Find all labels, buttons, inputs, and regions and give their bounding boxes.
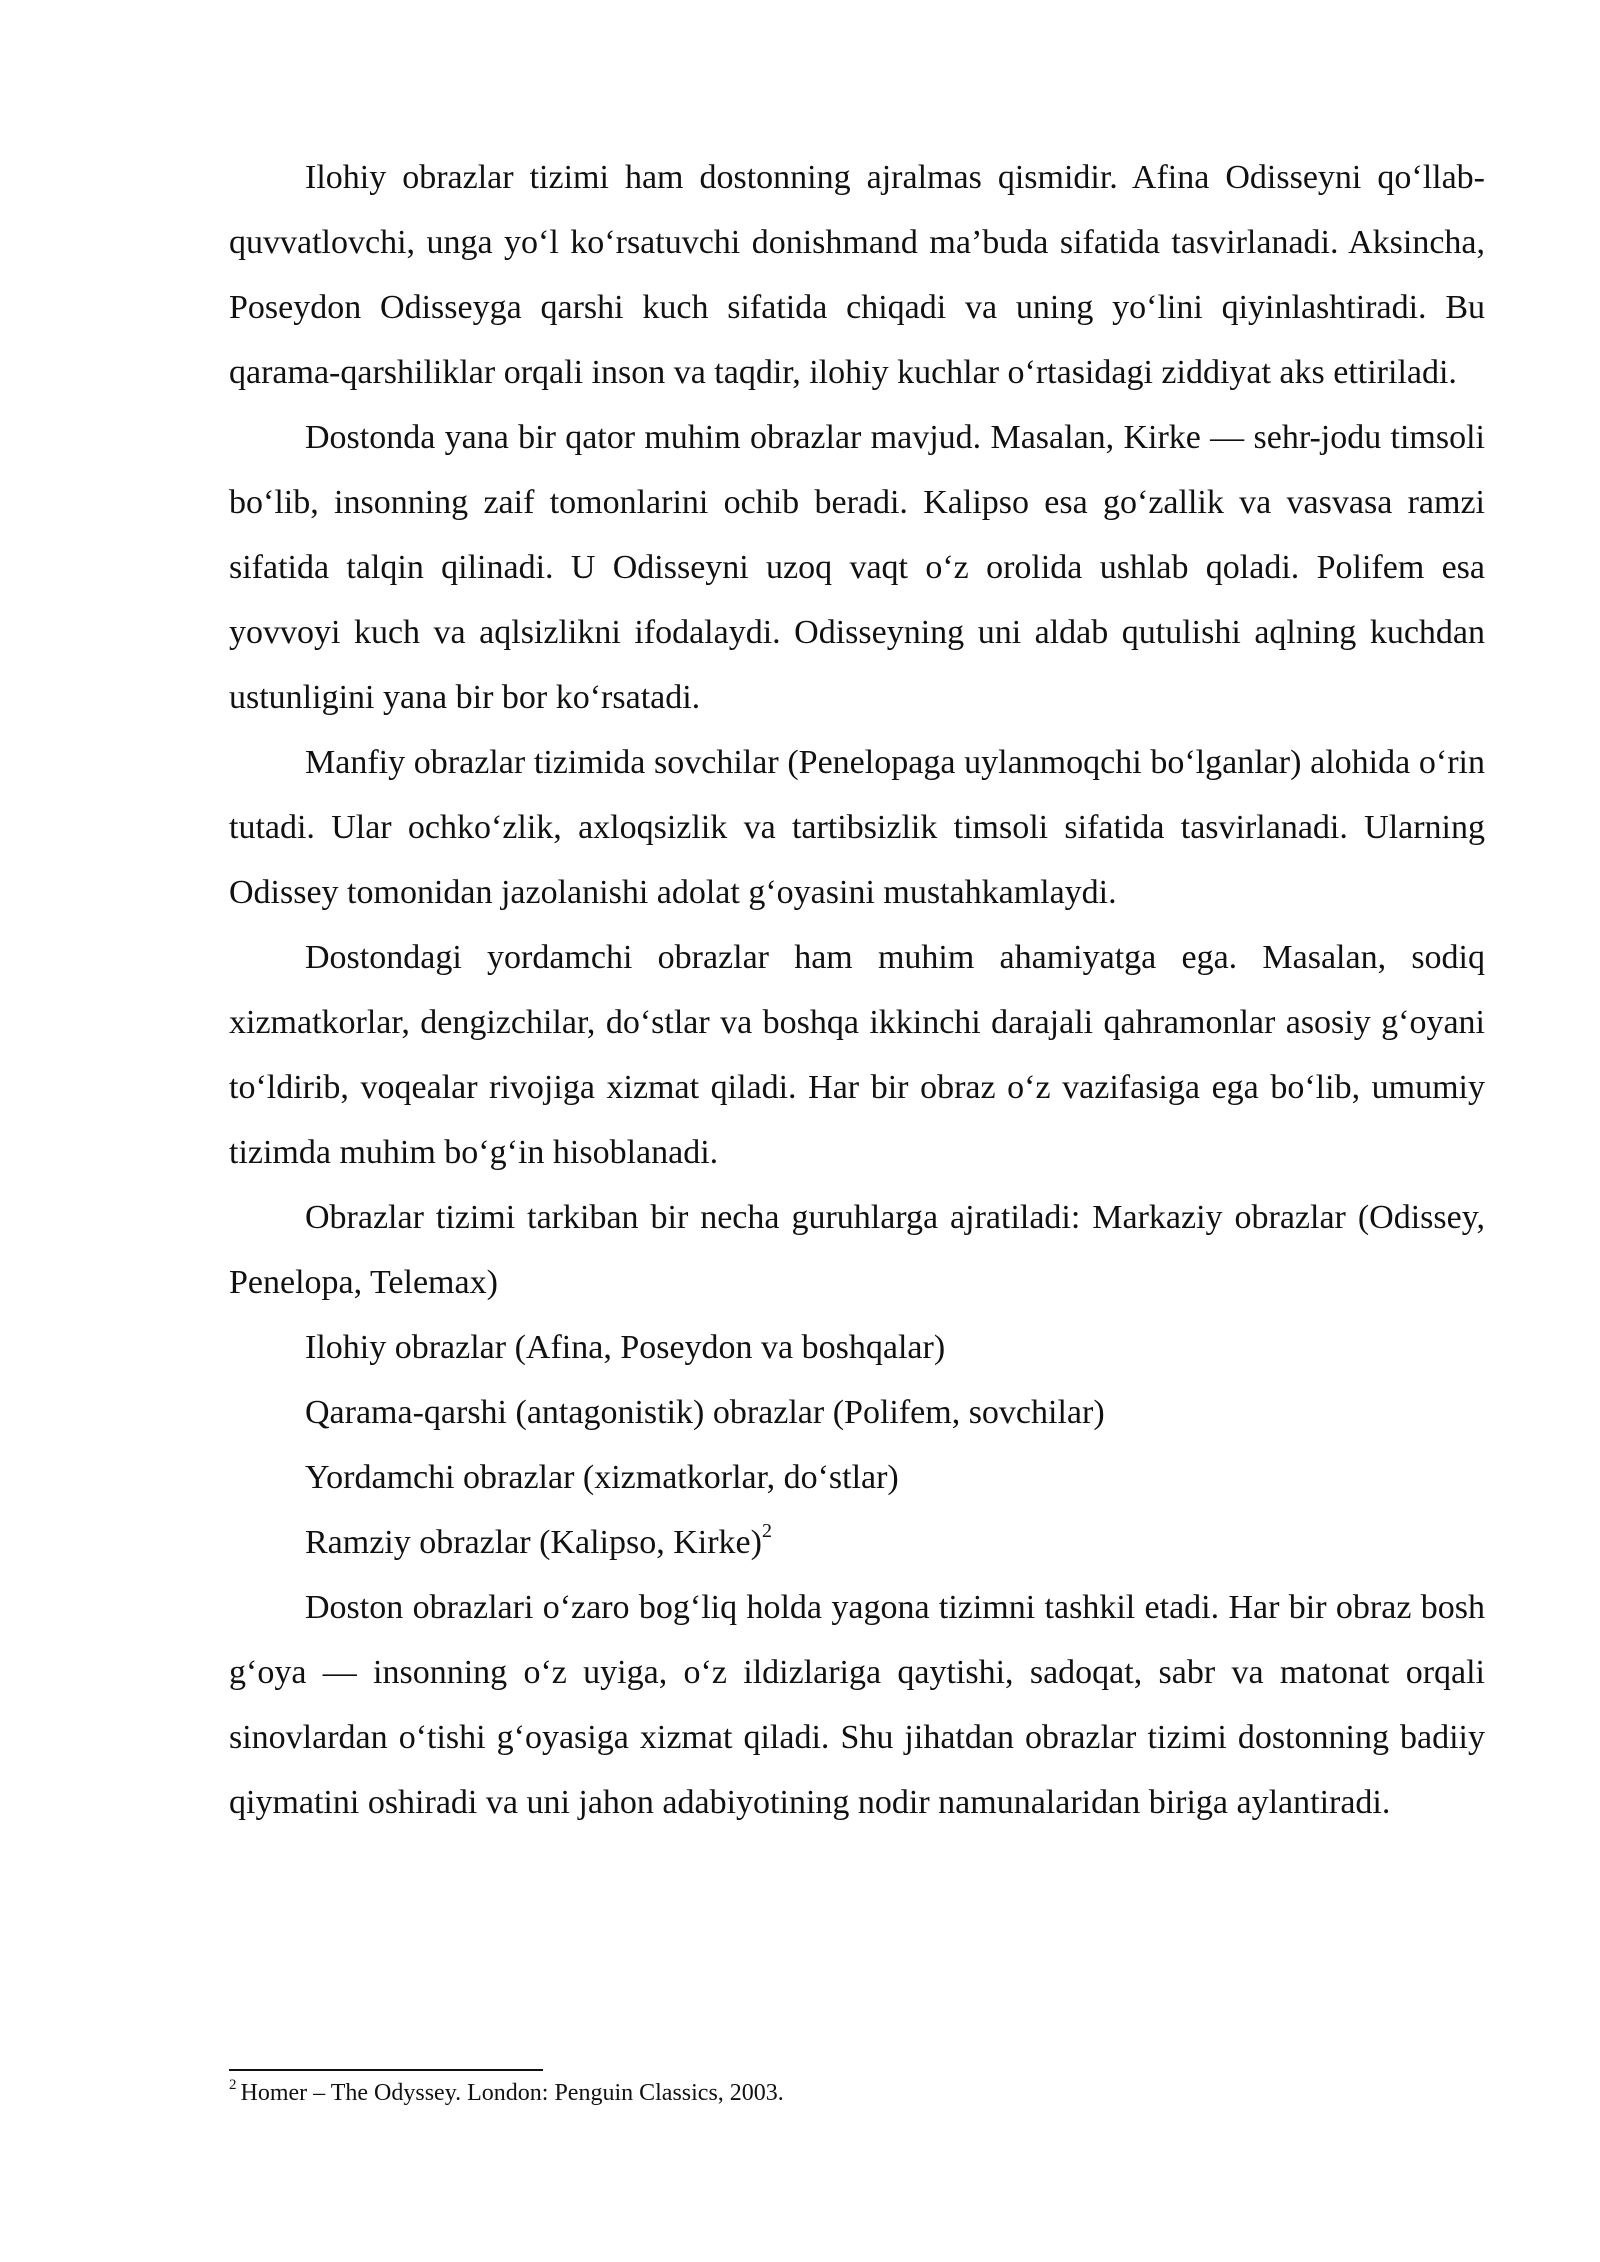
paragraph-helper-characters: Dostondagi yordamchi obrazlar ham muhim ahamiyatga ega. Masalan, sodiq xizmatkorlar, dengizchilar, do‘stlar va boshqa ikkinchi darajali qahramonlar asosiy g‘oyani to‘ldirib, voqealar rivojiga xizmat qiladi. Har bir obraz o‘z vazifasiga ega bo‘lib, umumiy tizimda muhim bo‘g‘in hisoblanadi.	[229, 939, 1485, 1171]
paragraph-conclusion: Doston obrazlari o‘zaro bog‘liq holda yagona tizimni tashkil etadi. Har bir obraz bosh g‘oya — insonning o‘z uyiga, o‘z ildizlariga qaytishi, sadoqat, sabr va matonat orqali sinovlardan o‘tishi g‘oyasiga xizmat qiladi. Shu jihatdan obrazlar tizimi dostonning badiiy qiymatini oshiradi va uni jahon adabiyotining nodir namunalaridan biriga aylantiradi.	[229, 1589, 1485, 1821]
paragraph-divine-characters: Ilohiy obrazlar tizimi ham dostonning ajralmas qismidir. Afina Odisseyni qo‘llab-quvvatlovchi, unga yo‘l ko‘rsatuvchi donishmand ma’buda sifatida tasvirlanadi. Aksincha, Poseydon Odisseyga qarshi kuch sifatida chiqadi va uning yo‘lini qiyinlashtiradi. Bu qarama-qarshiliklar orqali inson va taqdir, ilohiy kuchlar o‘rtasidagi ziddiyat aks ettiriladi.	[229, 159, 1485, 391]
footnote-separator	[229, 2069, 543, 2071]
list-item-symbolic-text: Ramziy obrazlar (Kalipso, Kirke)	[305, 1524, 762, 1561]
paragraph-groups-intro: Obrazlar tizimi tarkiban bir necha guruhlarga ajratiladi: Markaziy obrazlar (Odissey, Penelopa, Telemax)	[229, 1199, 1485, 1301]
list-item-divine: Ilohiy obrazlar (Afina, Poseydon va boshqalar)	[305, 1329, 946, 1366]
document-body	[229, 145, 1485, 1835]
footnote-text: Homer – The Odyssey. London: Penguin Classics, 2003.	[240, 2080, 784, 2106]
footnote-reference[interactable]: 2	[761, 1519, 772, 1542]
paragraph-negative-characters: Manfiy obrazlar tizimida sovchilar (Penelopaga uylanmoqchi bo‘lganlar) alohida o‘rin tutadi. Ular ochko‘zlik, axloqsizlik va tartibsizlik timsoli sifatida tasvirlanadi. Ularning Odissey tomonidan jazolanishi adolat g‘oyasini mustahkamlaydi.	[229, 744, 1485, 911]
list-item-helpers: Yordamchi obrazlar (xizmatkorlar, do‘stlar)	[305, 1459, 899, 1496]
paragraph-other-characters: Dostonda yana bir qator muhim obrazlar mavjud. Masalan, Kirke — sehr-jodu timsoli bo‘lib, insonning zaif tomonlarini ochib beradi. Kalipso esa go‘zallik va vasvasa ramzi sifatida talqin qilinadi. U Odisseyni uzoq vaqt o‘z orolida ushlab qoladi. Polifem esa yovvoyi kuch va aqlsizlikni ifodalaydi. Odisseyning uni aldab qutulishi aqlning kuchdan ustunligini yana bir bor ko‘rsatadi.	[229, 419, 1485, 716]
footnote	[229, 2077, 1485, 2109]
list-item-symbolic	[229, 1510, 1485, 1575]
footnote-number: 2	[229, 2077, 237, 2093]
list-item-antagonistic: Qarama-qarshi (antagonistik) obrazlar (Polifem, sovchilar)	[305, 1394, 1105, 1431]
